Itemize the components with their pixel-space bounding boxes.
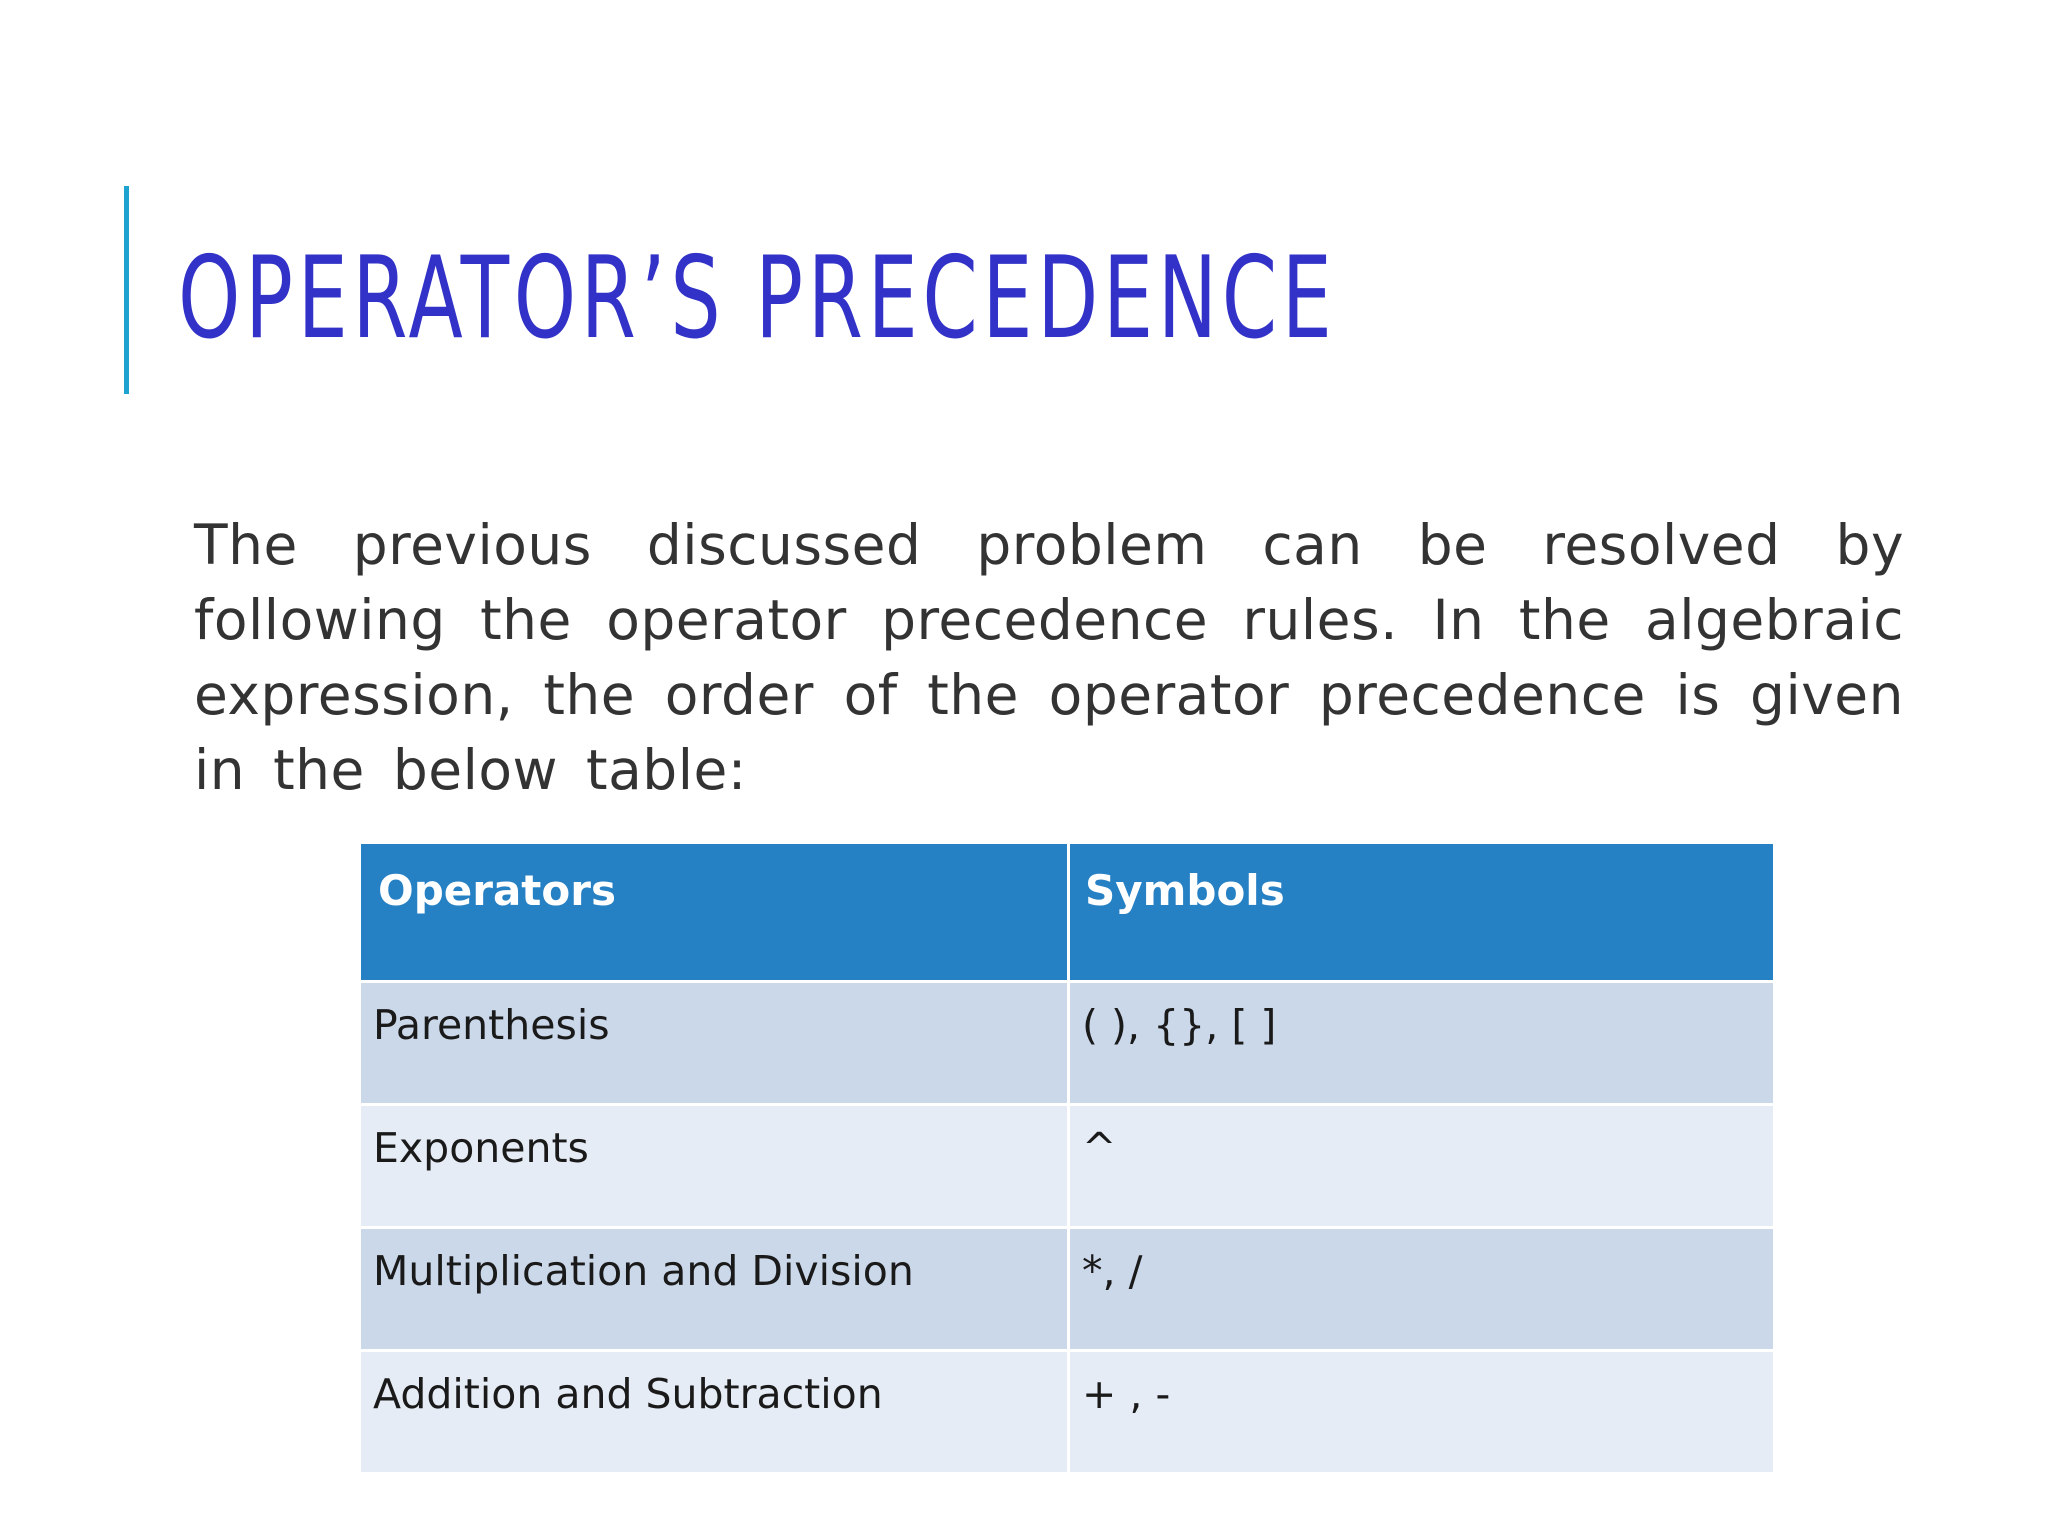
operator-cell: Addition and Subtraction bbox=[361, 1352, 1067, 1472]
table-row bbox=[361, 983, 1773, 1106]
header-operators: Operators bbox=[361, 844, 1067, 983]
operator-cell: Multiplication and Division bbox=[361, 1229, 1067, 1352]
operator-cell: Exponents bbox=[361, 1106, 1067, 1229]
table-header-row bbox=[361, 844, 1773, 983]
table-row bbox=[361, 1352, 1773, 1472]
symbol-cell: ^ bbox=[1067, 1106, 1773, 1229]
table-row bbox=[361, 1229, 1773, 1352]
symbol-cell: ( ), {}, [ ] bbox=[1067, 983, 1773, 1106]
operator-cell: Parenthesis bbox=[361, 983, 1067, 1106]
precedence-table bbox=[361, 844, 1773, 1472]
slide-title: OPERATOR’S PRECEDENCE bbox=[178, 232, 1337, 364]
table-row bbox=[361, 1106, 1773, 1229]
header-symbols: Symbols bbox=[1067, 844, 1773, 983]
title-accent-bar bbox=[124, 186, 129, 394]
symbol-cell: *, / bbox=[1067, 1229, 1773, 1352]
slide-body-text: The previous discussed problem can be resolved by following the operator precedence rules. In the algebraic expression, the order of the operator precedence is given in the below table: bbox=[194, 513, 1904, 802]
symbol-cell: + , - bbox=[1067, 1352, 1773, 1472]
